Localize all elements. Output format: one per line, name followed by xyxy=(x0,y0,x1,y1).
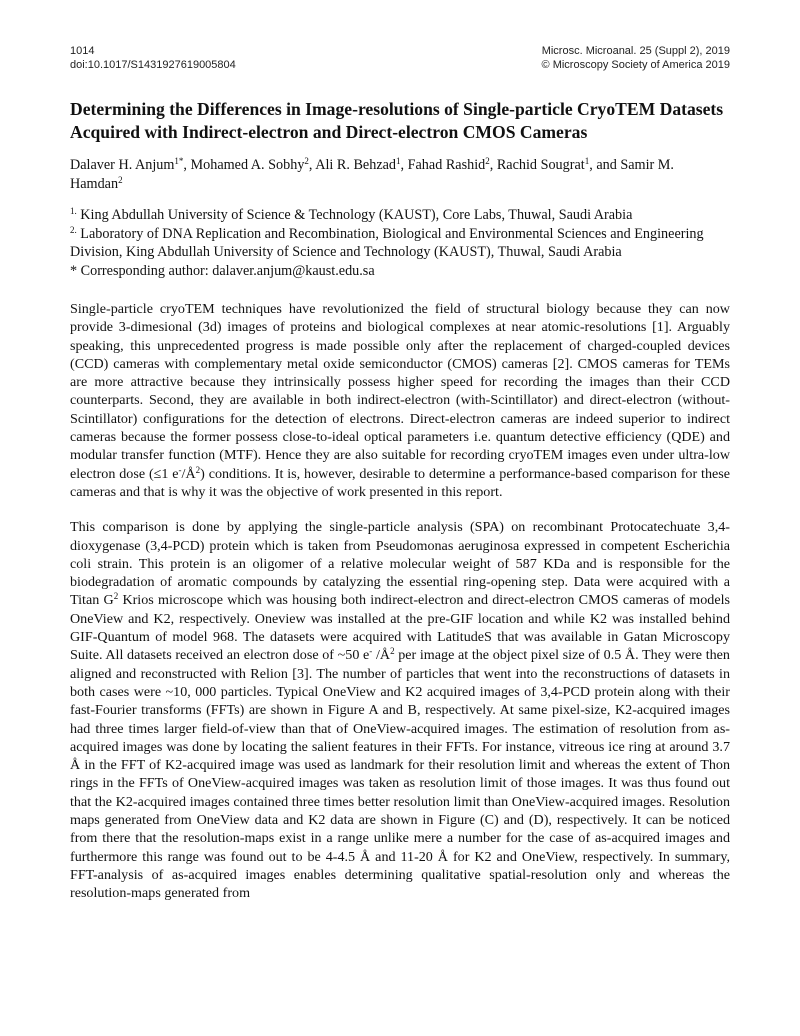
doi-link[interactable]: doi:10.1017/S1431927619005804 xyxy=(70,59,236,71)
author: Rachid Sougrat$^1$, and xyxy=(496,156,621,173)
header-right xyxy=(542,44,730,72)
journal-citation: Microsc. Microanal. 25 (Suppl 2), 2019 xyxy=(541,45,730,57)
header-left xyxy=(70,44,236,72)
affiliations xyxy=(70,206,730,280)
author: Mohamed A. Sobhy$^2$, xyxy=(190,156,316,173)
affiliation-1: $^{1.}$ King Abdullah University of Science & Technology (KAUST), Core Labs, Thuwal, Saudi Arabia xyxy=(70,206,633,223)
copyright-notice: © Microscopy Society of America 2019 xyxy=(541,59,730,71)
paper-title: Determining the Differences in Image-resolutions of Single-particle CryoTEM Datasets Acquired with Indirect-electron and Direct-electron CMOS Cameras xyxy=(70,99,724,142)
affiliation-2: $^{2.}$ Laboratory of DNA Replication and Recombination, Biological and Environmental Sciences and Engineering Division, King Abdullah University of Science and Technology (KAUST), Thuwal, Saudi Arabia xyxy=(70,224,704,260)
author: Fahad Rashid$^2$, xyxy=(407,156,497,173)
running-header xyxy=(70,44,730,72)
author: Samir M. Hamdan$^2$ xyxy=(70,157,674,192)
author: Ali R. Behzad$^1$, xyxy=(315,156,408,173)
body-paragraph-1: Single-particle cryoTEM techniques have revolutionized the field of structural biology because they can now provide 3-dimesional (3d) images of proteins and biological complexes at near atomic-resolutions [1]. Arguably speaking, this unprecedented progress is made possible only after the replacement of charged-coupled devices (CCD) cameras with complementary metal oxide semiconductor (CMOS) cameras [2]. CMOS cameras for TEMs are more attractive because they intrinsically possess higher speed for recording the images than their CCD counterparts. Second, they are available in both indirect-electron (with-Scintillator) and direct-electron (without-Scintillator) configurations for the detection of electrons. Direct-electron cameras are indeed superior to indirect cameras because the former possess close-to-ideal optical parameters i.e. quantum detective efficiency (QDE) and modular transfer function (MTF). Hence they are also suitable for recording cryoTEM images even under ultra-low electron dose (≤1 $e^-/Å^2$) conditions. It is, however, desirable to determine a performance-based comparison for these cameras and that is why it was the objective of work presented in this report. xyxy=(70,301,730,500)
corresponding-author: * Corresponding author: dalaver.anjum@kaust.edu.sa xyxy=(70,262,375,279)
page-number: 1014 xyxy=(70,45,95,57)
author: Dalaver H. Anjum$^{1*}$, xyxy=(70,156,191,173)
body-paragraph-2: This comparison is done by applying the single-particle analysis (SPA) on recombinant Protocatechuate 3,4-dioxygenase (3,4-PCD) protein which is taken from Pseudomonas aeruginosa expressed in competent Escherichia coli strain. This protein is an oligomer of a relative molecular weight of 587 KDa and is responsible for the biodegradation of aromatic compounds by catalyzing the essential ring-opening step. Data were acquired with a Titan $G^2$ Krios microscope which was housing both indirect-electron and direct-electron CMOS cameras of models OneView and K2, respectively. Oneview was installed at the pre-GIF location and while K2 was installed behind GIF-Quantum of model 968. The datasets were acquired with LatitudeS that was available in Gatan Microscopy Suite. All datasets received an electron dose of ~50 e- $/Å^2$ per image at the object pixel size of 0.5 Å. They were then aligned and reconstructed with Relion [3]. The number of particles that went into the reconstructions of datasets in both cases were ~10, 000 particles. Typical OneView and K2 acquired images of 3,4-PCD protein along with their fast-Fourier transforms (FFTs) are shown in Figure A and B, respectively. At same pixel-size, K2-acquired images had three times larger field-of-view than that of OneView-acquired images. The estimation of resolution from as-acquired images was done by locating the salient features in their FFTs. For instance, vitreous ice ring at around 3.7 Å in the FFT of K2-acquired image was used as landmark for their resolution limit and whereas the extent of Thon rings in the FFTs of OneView-acquired images was taken as resolution limit of those images. It was thus found out that the K2-acquired images contained three times better resolution limit than OneView-acquired images. Resolution maps generated from OneView data and K2 data are shown in Figure (C) and (D), respectively. It can be noticed from there that the resolution-maps exist in a range unlike mere a number for the case of as-acquired images and furthermore this range was found out to be 4-4.5 Å and 11-20 Å for K2 and OneView, respectively. In summary, FFT-analysis of as-acquired images enables determining qualitative spatial-resolution only and whereas the resolution-maps generated from xyxy=(70,519,730,902)
paper-page xyxy=(70,44,730,903)
author-list xyxy=(70,156,730,193)
